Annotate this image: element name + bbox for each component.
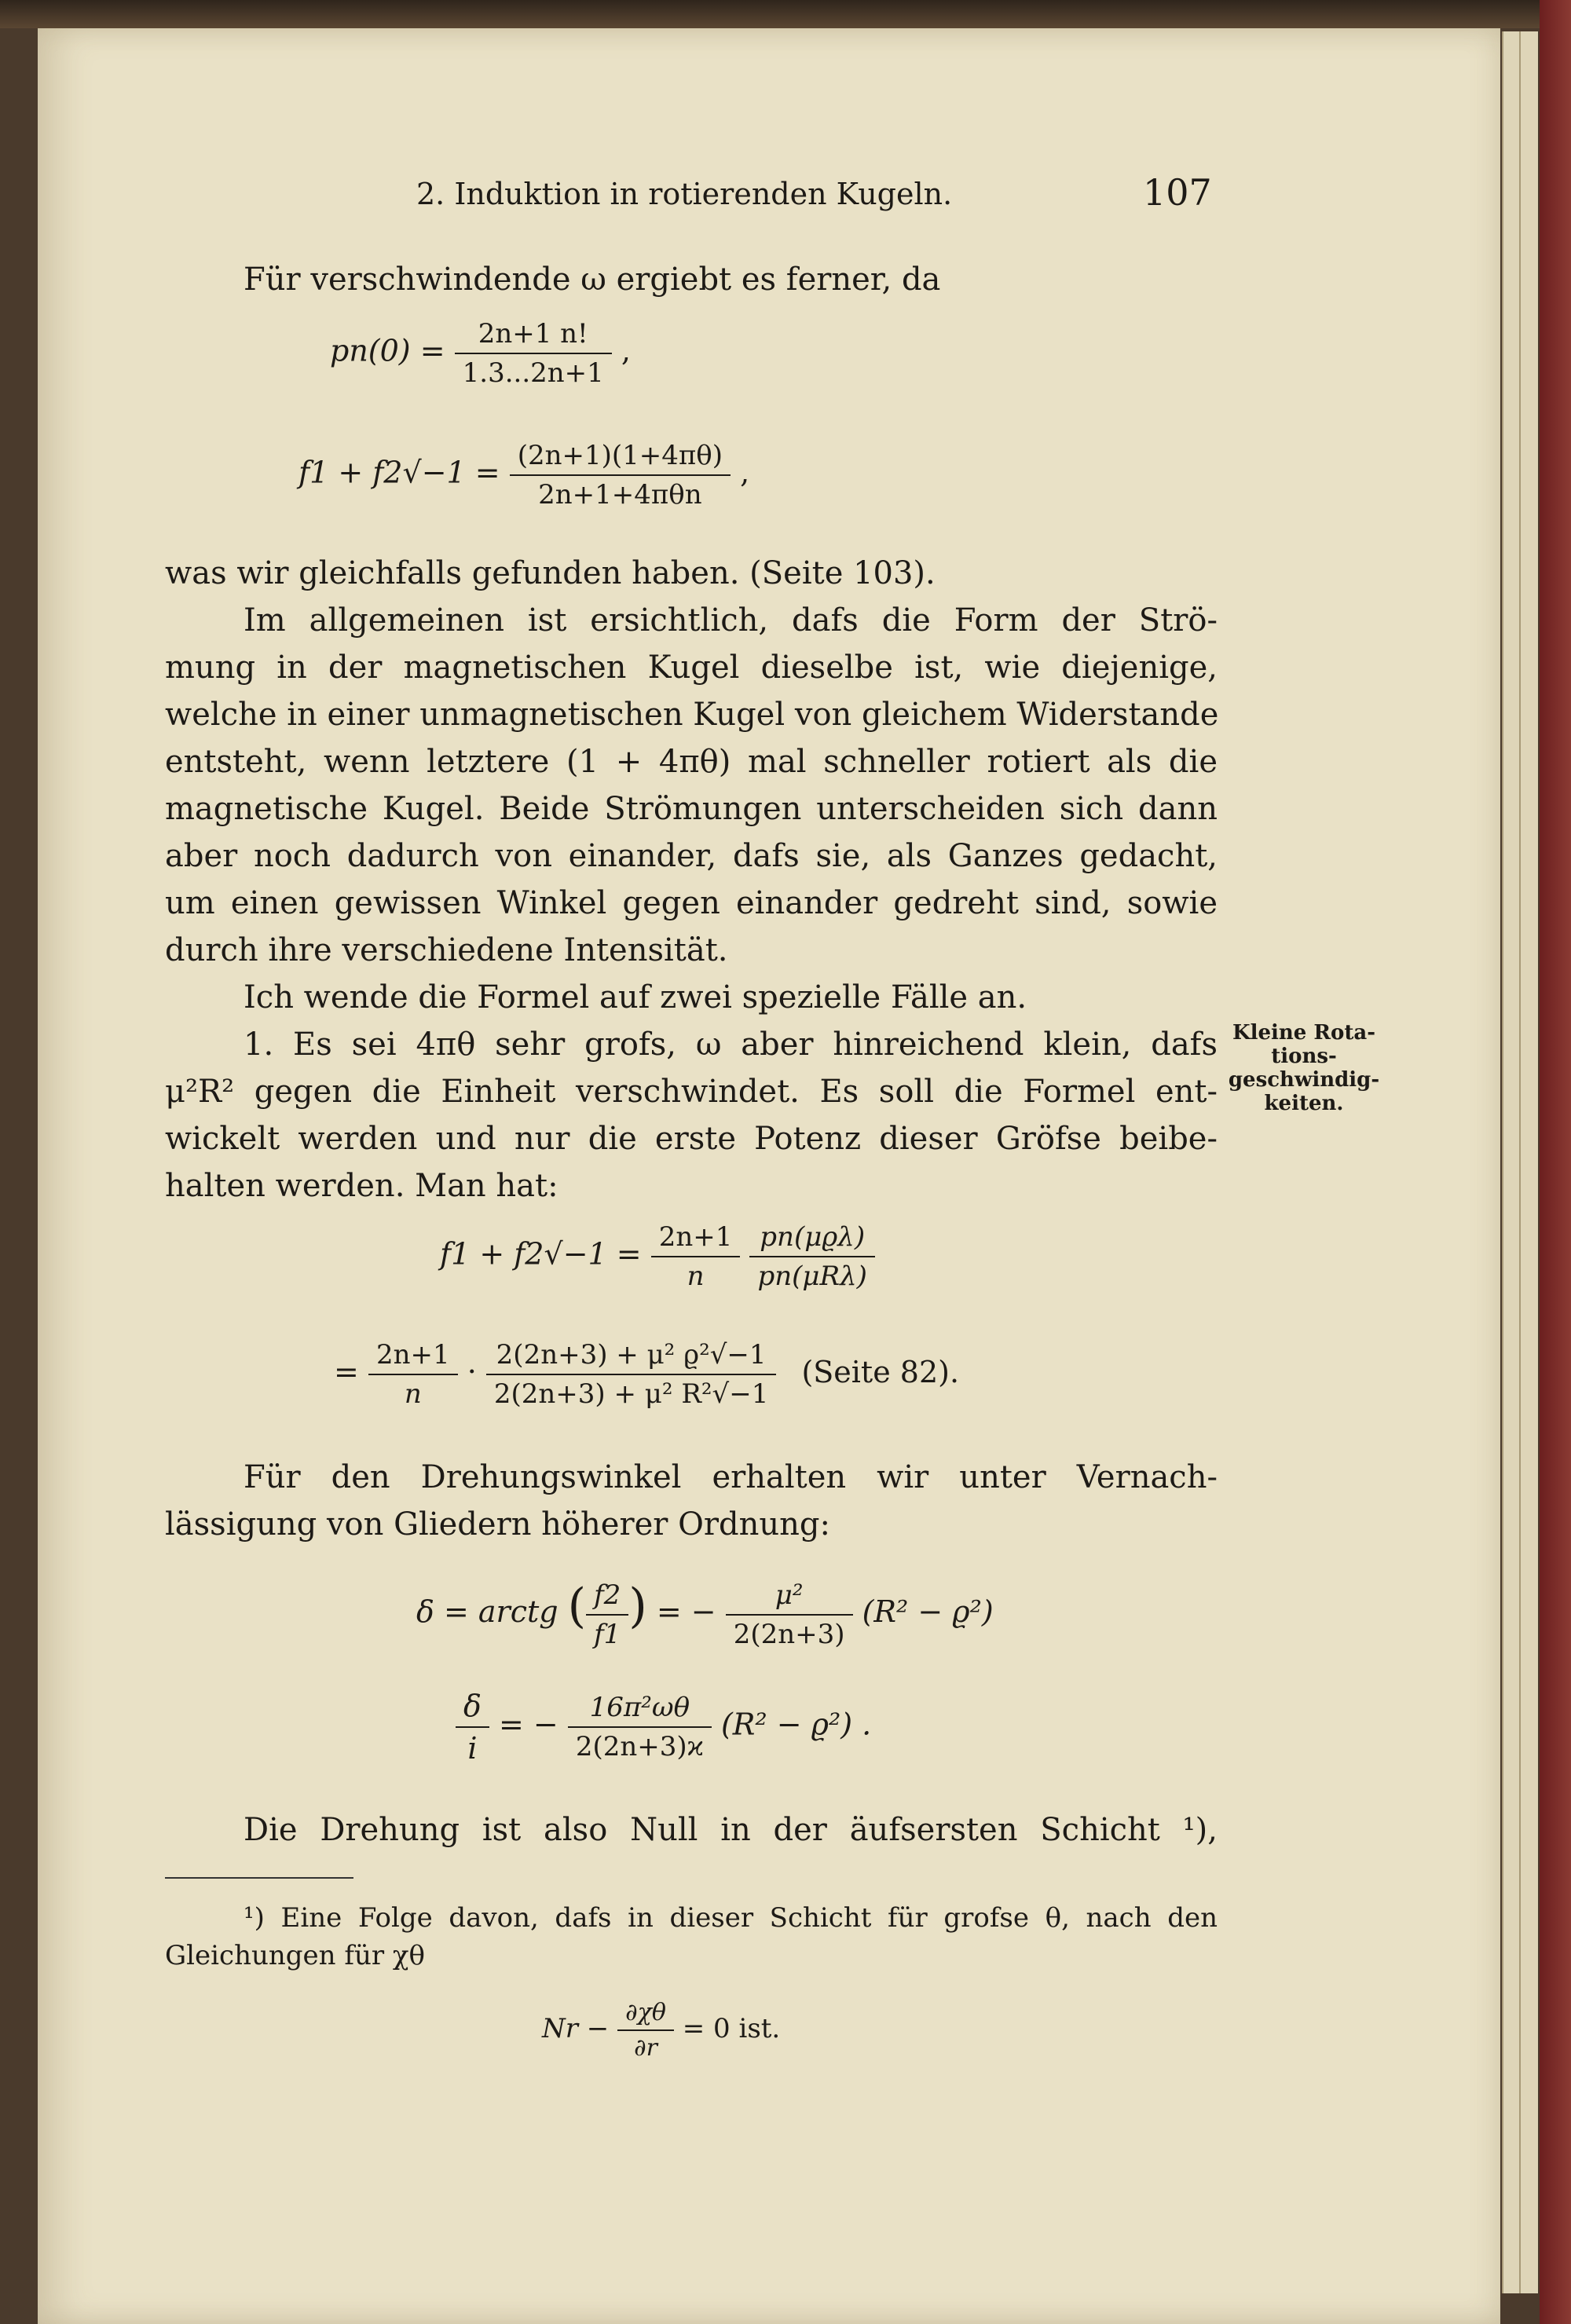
page-number: 107 [1143,171,1212,214]
text-line: Im allgemeinen ist ersichtlich, dafs die Form der Strö- [244,602,1218,639]
text-line: mung in der magnetischen Kugel dieselbe ist, wie diejenige, [165,650,1218,686]
page-edge [1502,31,1521,2293]
margin-note: Kleine Rota- tions- geschwindig- keiten. [1228,1021,1380,1115]
text-line: welche in einer unmagnetischen Kugel von gleichem Widerstande [165,697,1219,733]
text-line: magnetische Kugel. Beide Strömungen unterscheiden sich dann [165,791,1218,827]
footnote-line: Gleichungen für χθ [165,1940,425,1971]
text-line: μ²R² gegen die Einheit verschwindet. Es soll die Formel ent- [165,1074,1218,1110]
text-line: 1. Es sei 4πθ sehr grofs, ω aber hinreichend klein, dafs [244,1027,1218,1063]
page-edge [1519,31,1538,2293]
text-line: Die Drehung ist also Null in der äufsersten Schicht ¹), [244,1812,1218,1848]
equation-rotation-per-current: $\frac{\delta}{i}$ = − $\frac{\text{16π²ωθ}}{2(2n+3)ϰ}$ (R² − ϱ²) . [456,1689,871,1766]
text-line: durch ihre verschiedene Intensität. [165,932,728,968]
footnote-line: ¹) Eine Folge davon, dafs in dieser Schicht für grofse θ, nach den [244,1902,1218,1934]
footnote-equation: Nr − $\frac{\partial\chi\theta}{\partial r}$ = 0 ist. [542,1999,781,2062]
text-line: Für verschwindende ω ergiebt es ferner, da [244,262,941,298]
equation-pn: pn(0) = $\frac{2n+1 n!}{1.3...2n+1}$ , [330,318,631,389]
text-line: halten werden. Man hat: [165,1168,558,1204]
book-cover-edge [1540,0,1571,2324]
equation-f1-f2: f1 + f2√−1 = $\frac{(2n+1)(1+4\pi\theta)}{\text{2n+1+4πθn}}$ , [298,440,750,511]
footnote-rule [165,1877,353,1879]
text-line: entsteht, wenn letztere (1 + 4πθ) mal schneller rotiert als die [165,744,1218,780]
equation-expansion: = $\frac{2n+1}{n}$ · $\frac{\text{2(2n+3) + μ² ϱ²√−1}}{\text{2(2n+3) + μ² R²√−1}}$ (Seite 82). [334,1339,960,1410]
text-line: aber noch dadurch von einander, dafs sie, als Ganzes gedacht, [165,838,1218,874]
text-line: lässigung von Gliedern höherer Ordnung: [165,1506,830,1543]
text-line: was wir gleichfalls gefunden haben. (Seite 103). [165,555,936,591]
text-line: um einen gewissen Winkel gegen einander gedreht sind, sowie [165,885,1218,921]
book-top-edge [0,0,1571,28]
text-line: Ich wende die Formel auf zwei spezielle Fälle an. [244,979,1027,1016]
equation-ratio: f1 + f2√−1 = $\frac{2n+1}{n}$ $\frac{\text{pn(μϱλ)}}{\text{pn(μRλ)}}$ [440,1221,875,1292]
text-line: Für den Drehungswinkel erhalten wir unter Vernach- [244,1459,1218,1495]
equation-rotation-angle: δ = arctg ( $\frac{f2}{f1}$ ) = − $\frac{\text{μ²}}{2(2n+3)}$ (R² − ϱ²) [416,1579,994,1650]
text-line: wickelt werden und nur die erste Potenz dieser Gröfse beibe- [165,1121,1218,1157]
running-title: 2. Induktion in rotierenden Kugeln. [416,177,953,211]
